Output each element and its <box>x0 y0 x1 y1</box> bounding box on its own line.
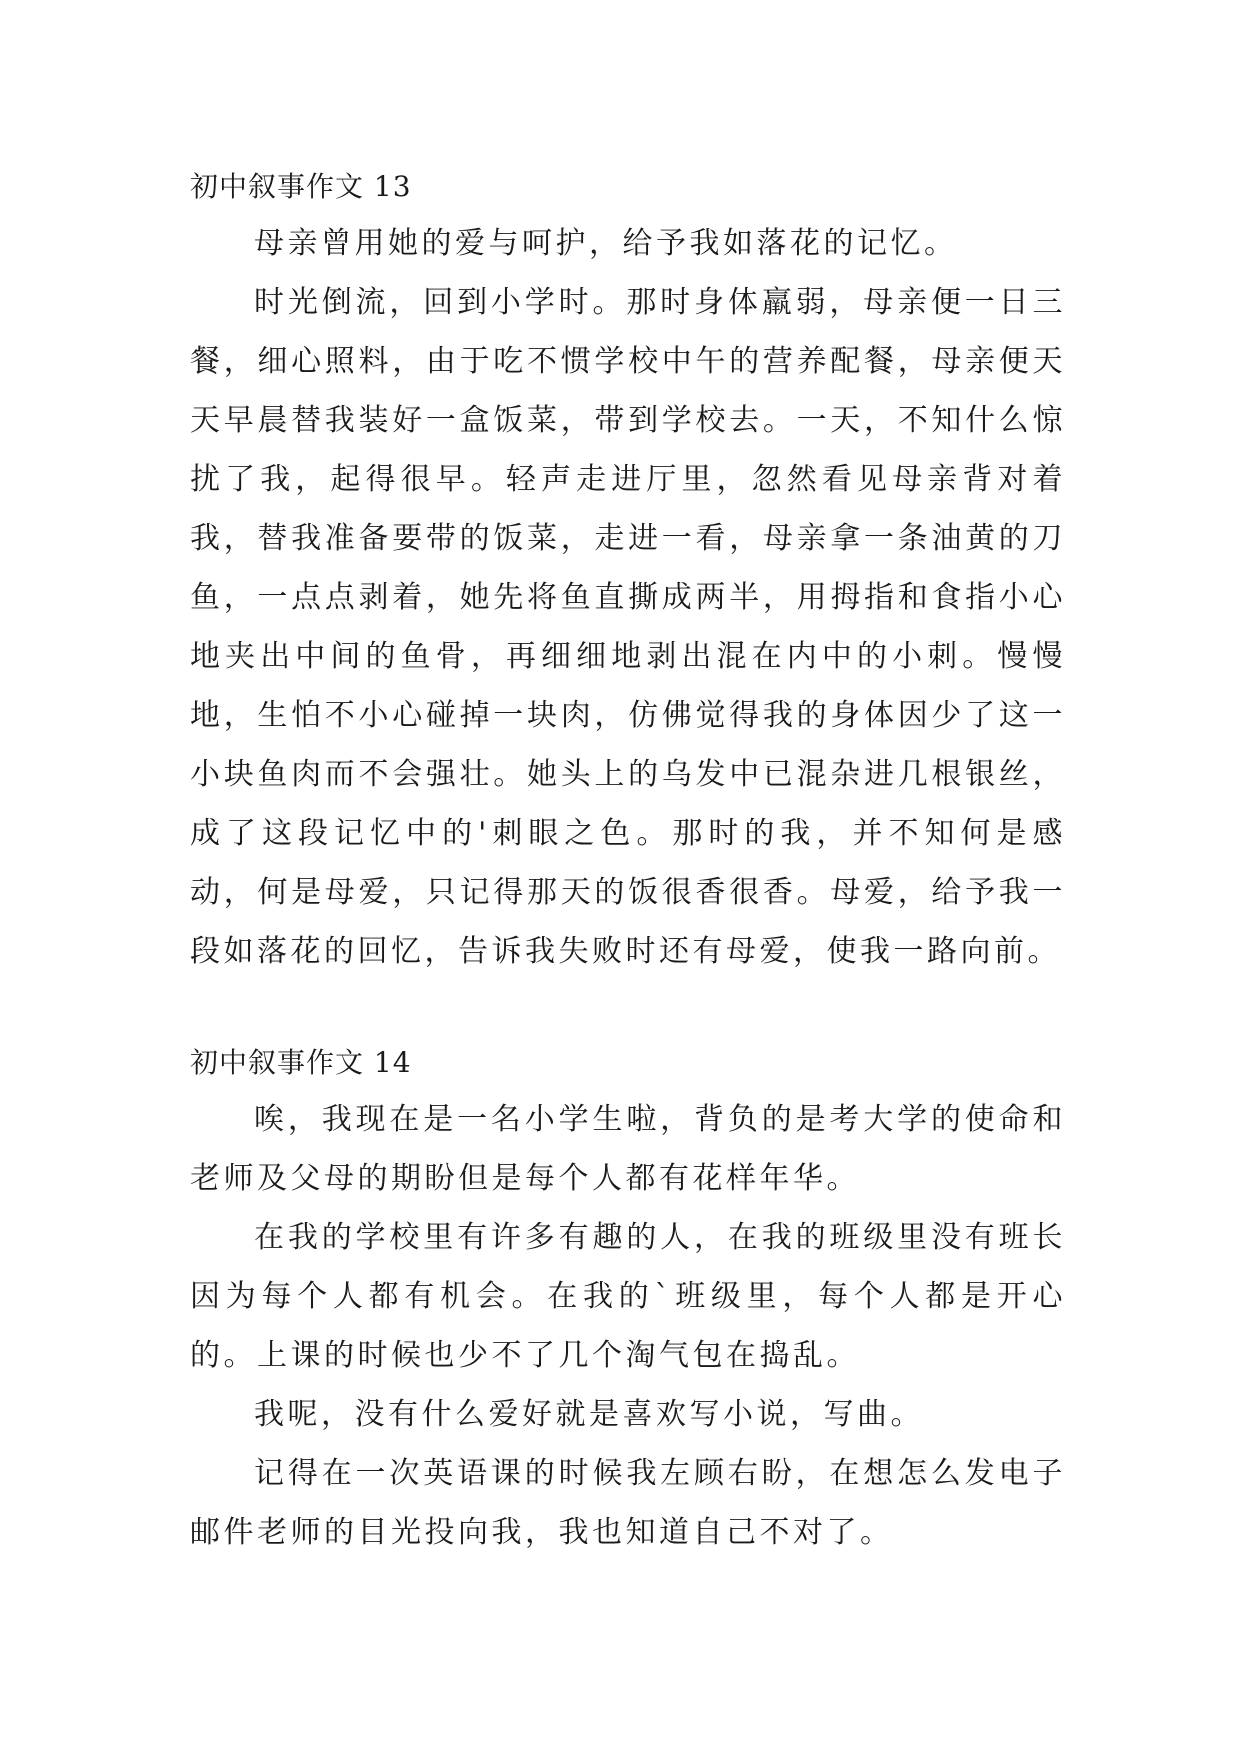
essay-paragraph: 时光倒流，回到小学时。那时身体羸弱，母亲便一日三餐，细心照料，由于吃不惯学校中午的营养配餐，母亲便天天早晨替我装好一盒饭菜，带到学校去。一天，不知什么惊扰了我，起得很早。轻声走进厅里，忽然看见母亲背对着我，替我准备要带的饭菜，走进一看，母亲拿一条油黄的刀鱼，一点点剥着，她先将鱼直撕成两半，用拇指和食指小心地夹出中间的鱼骨，再细细地剥出混在内中的小刺。慢慢地，生怕不小心碰掉一块肉，仿佛觉得我的身体因少了这一小块鱼肉而不会强壮。她头上的乌发中已混杂进几根银丝，成了这段记忆中的'刺眼之色。那时的我，并不知何是感动，何是母爱，只记得那天的饭很香很香。母爱，给予我一段如落花的回忆，告诉我失败时还有母爱，使我一路向前。 <box>190 285 1066 969</box>
essay-paragraph: 唉，我现在是一名小学生啦，背负的是考大学的使命和老师及父母的期盼但是每个人都有花样年华。 <box>190 1102 1066 1196</box>
essay-13 <box>190 160 1066 981</box>
essay-14 <box>190 1036 1066 1562</box>
essay-title: 初中叙事作文 13 <box>190 170 412 203</box>
essay-paragraph: 记得在一次英语课的时候我左顾右盼，在想怎么发电子邮件老师的目光投向我，我也知道自己不对了。 <box>190 1456 1066 1550</box>
essay-title: 初中叙事作文 14 <box>190 1046 412 1079</box>
essay-paragraph: 我呢，没有什么爱好就是喜欢写小说，写曲。 <box>254 1397 924 1432</box>
essay-paragraph: 在我的学校里有许多有趣的人，在我的班级里没有班长因为每个人都有机会。在我的`班级里，每个人都是开心的。上课的时候也少不了几个淘气包在捣乱。 <box>190 1220 1066 1373</box>
essay-paragraph: 母亲曾用她的爱与呵护，给予我如落花的记忆。 <box>254 226 958 261</box>
